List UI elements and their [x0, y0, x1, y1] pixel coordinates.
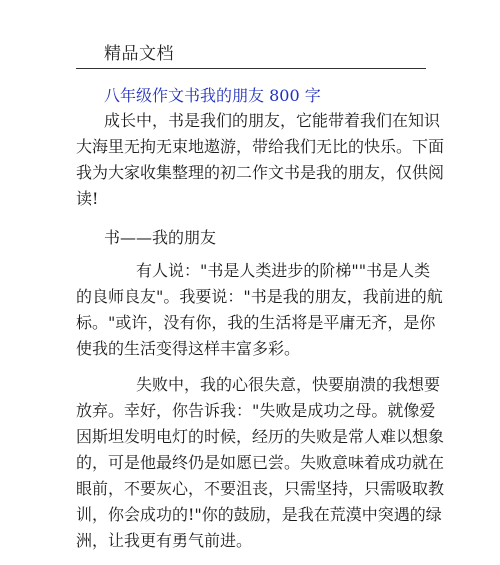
- paragraph-line: 失败中，我的心很失意，快要崩溃的我想要: [136, 375, 441, 394]
- paragraph-line: 标。"或许，没有你，我的生活将是平庸无齐，是你: [76, 313, 436, 332]
- intro-line: 读!: [76, 189, 99, 208]
- paragraph-line: 眼前，不要灰心，不要沮丧，只需坚持，只需吸取教: [76, 479, 445, 498]
- paragraph-line: 使我的生活变得这样丰富多彩。: [76, 339, 301, 358]
- paragraph-line: 有人说："书是人类进步的阶梯""书是人类: [136, 261, 431, 280]
- paragraph-line: 放弃。幸好，你告诉我："失败是成功之母。就像爱: [76, 401, 436, 420]
- paragraph-line: 训，你会成功的!"你的鼓励，是我在荒漠中突遇的绿: [76, 505, 442, 524]
- paragraph-2: [76, 372, 445, 554]
- header-label: 精品文档: [104, 44, 174, 64]
- document-title: 八年级作文书我的朋友 800 字: [104, 86, 321, 105]
- intro-line: 大海里无拘无束地遨游，带给我们无比的快乐。下面: [76, 137, 445, 156]
- intro-line: 成长中，书是我们的朋友，它能带着我们在知识: [104, 111, 441, 130]
- paragraph-line: 的良师良友"。我要说："书是我的朋友，我前进的航: [76, 287, 443, 306]
- page-header: [76, 44, 426, 69]
- intro-line: 我为大家收集整理的初二作文书是我的朋友，仅供阅: [76, 163, 445, 182]
- section-subheading: 书——我的朋友: [104, 228, 217, 247]
- paragraph-line: 因斯坦发明电灯的时候，经历的失败是常人难以想象: [76, 427, 445, 446]
- intro-paragraph: [76, 108, 445, 212]
- paragraph-line: 的，可是他最终仍是如愿已尝。失败意味着成功就在: [76, 453, 445, 472]
- paragraph-1: [76, 258, 443, 362]
- paragraph-line: 洲，让我更有勇气前进。: [76, 531, 253, 550]
